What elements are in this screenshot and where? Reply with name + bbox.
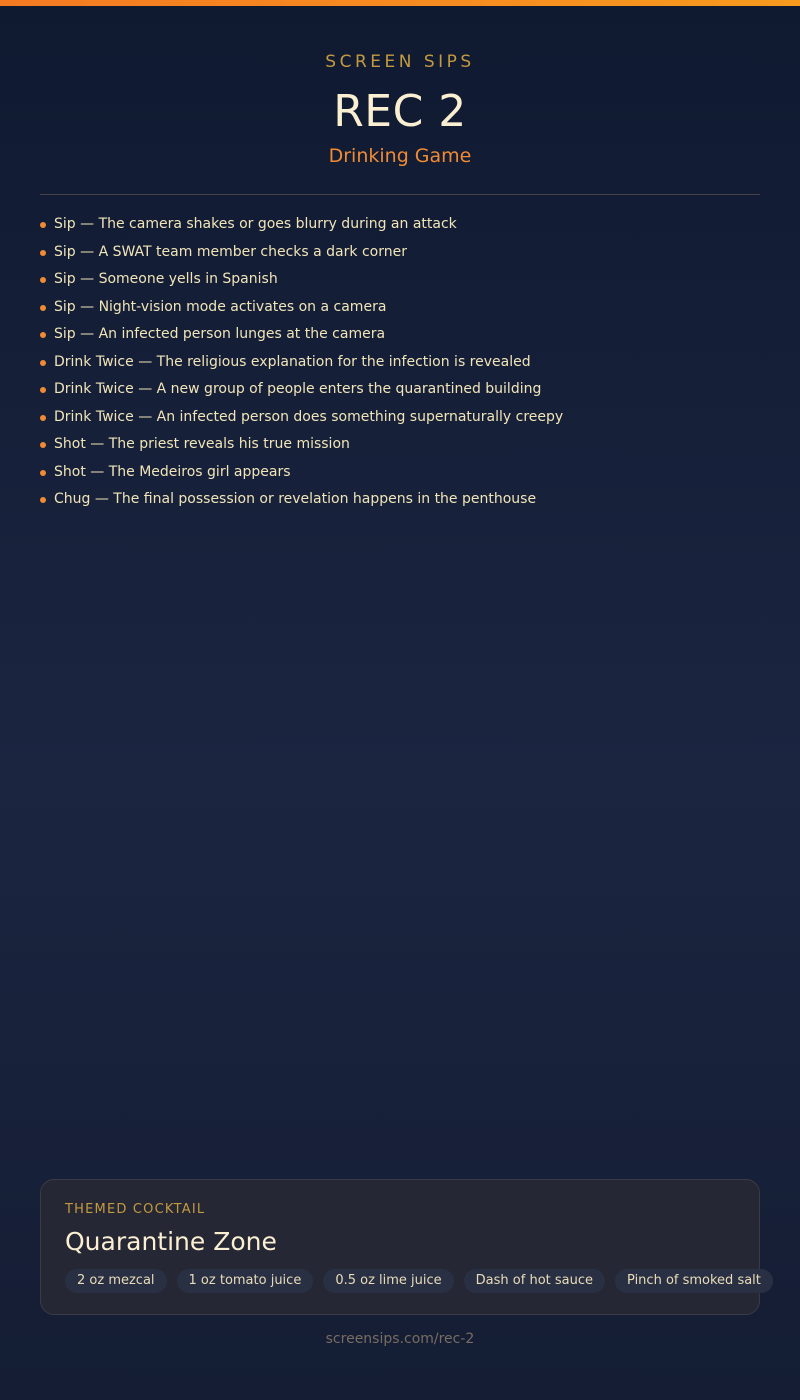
bullet-icon: [40, 222, 46, 228]
rule-text: Chug — The final possession or revelation happens in the penthouse: [54, 491, 537, 507]
header-divider: [40, 194, 760, 195]
ingredient-chip: 1 oz tomato juice: [177, 1269, 314, 1293]
top-accent-bar: [0, 0, 800, 6]
cocktail-name: Quarantine Zone: [65, 1227, 277, 1256]
rule-item: [40, 239, 760, 267]
rule-text: Sip — Someone yells in Spanish: [54, 271, 278, 287]
ingredient-chip: 2 oz mezcal: [65, 1269, 167, 1293]
rule-text: Drink Twice — An infected person does something supernaturally creepy: [54, 408, 564, 425]
rule-text: Sip — A SWAT team member checks a dark corner: [54, 243, 407, 260]
rule-item: [40, 349, 760, 377]
ingredient-list: [65, 1269, 773, 1293]
bullet-icon: [40, 250, 46, 256]
ingredient-chip: 0.5 oz lime juice: [323, 1269, 453, 1293]
cocktail-card: [40, 1179, 760, 1315]
ingredient-chip: Pinch of smoked salt: [615, 1269, 773, 1293]
bullet-icon: [40, 360, 46, 366]
bullet-icon: [40, 497, 46, 503]
rule-item: [40, 321, 760, 349]
bullet-icon: [40, 305, 46, 311]
bullet-icon: [40, 415, 46, 421]
bullet-icon: [40, 442, 46, 448]
rule-text: Shot — The Medeiros girl appears: [54, 463, 291, 480]
rule-item: [40, 294, 760, 322]
bullet-icon: [40, 387, 46, 393]
rule-text: Drink Twice — A new group of people enters the quarantined building: [54, 381, 542, 397]
bullet-icon: [40, 470, 46, 476]
rule-text: Drink Twice — The religious explanation for the infection is revealed: [54, 353, 531, 370]
rules-list: [40, 211, 760, 514]
rule-item: [40, 459, 760, 487]
rule-item: [40, 211, 760, 239]
bullet-icon: [40, 277, 46, 283]
page-title: REC 2: [333, 86, 467, 137]
footer-url[interactable]: screensips.com/rec-2: [325, 1331, 475, 1347]
rule-text: Shot — The priest reveals his true mission: [54, 436, 350, 452]
rule-item: [40, 486, 760, 514]
brand-name: SCREEN SIPS: [325, 52, 475, 72]
rule-text: Sip — An infected person lunges at the camera: [54, 326, 386, 342]
rule-item: [40, 431, 760, 459]
page-subtitle: Drinking Game: [328, 145, 472, 167]
rule-item: [40, 266, 760, 294]
rule-text: Sip — Night-vision mode activates on a camera: [54, 298, 387, 315]
rule-text: Sip — The camera shakes or goes blurry during an attack: [54, 216, 457, 232]
rule-item: [40, 404, 760, 432]
bullet-icon: [40, 332, 46, 338]
ingredient-chip: Dash of hot sauce: [464, 1269, 605, 1293]
cocktail-label: THEMED COCKTAIL: [65, 1202, 206, 1217]
rule-item: [40, 376, 760, 404]
